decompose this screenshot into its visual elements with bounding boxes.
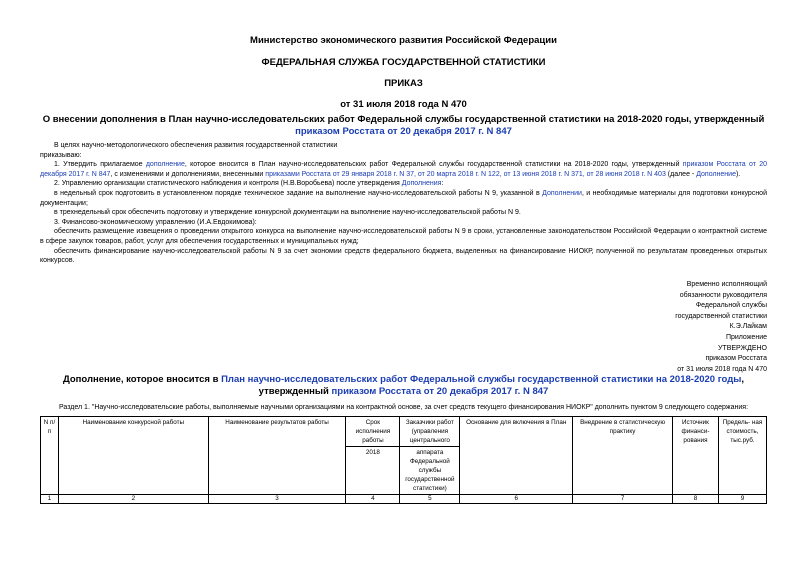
intro-order: приказываю: xyxy=(40,151,82,159)
order-date: от 31 июля 2018 года N 470 xyxy=(340,99,467,110)
header-name: Наименование конкурсной работы xyxy=(58,417,208,495)
col-number: 3 xyxy=(208,495,346,504)
signature-line: Временно исполняющий xyxy=(686,281,767,288)
link-order-847-appendix[interactable]: приказом Росстата от 20 декабря 2017 г. N 847 xyxy=(331,386,549,397)
col-number: 1 xyxy=(41,495,59,504)
appendix-title-text: , утвержденный xyxy=(258,374,745,397)
paragraph-3-1: обеспечить размещение извещения о проведении открытого конкурса на выполнение научно-исследовательской работы N 9 в сроки, установленные законодательством Российской Федерации о контрактной системе в сфере закупок товаров, работ, услуг для обеспечения государственных и муниципальных нужд; xyxy=(40,228,767,245)
title-link[interactable]: приказом Росстата от 20 декабря 2017 г. N 847 xyxy=(295,126,512,137)
col-number: 7 xyxy=(573,495,673,504)
col-number: 9 xyxy=(718,495,766,504)
appendix-label: Приложение xyxy=(725,333,767,341)
intro-line: В целях научно-методологического обеспечения развития государственной статистики xyxy=(54,142,338,149)
paragraph-2-2: в трехнедельный срок обеспечить подготовку и утверждение конкурсной документации на выполнение научно-исследовательской работы N 9. xyxy=(54,209,521,217)
signature-block xyxy=(567,280,767,375)
link-order-847[interactable]: приказом Росстата от 20 декабря 2017 г. N 847 xyxy=(40,161,768,178)
header-basis: Основание для включения в План xyxy=(460,417,573,495)
title-text: О внесении дополнения в План научно-исследовательских работ Федеральной службы государственной статистики на 2018-2020 годы, утвержденный xyxy=(42,114,765,125)
signature-line: Федеральной службы xyxy=(695,302,767,310)
header-cost: Предель- ная стоимость, тыс.руб. xyxy=(718,417,766,495)
col-number: 8 xyxy=(673,495,719,504)
approved-date: от 31 июля 2018 года N 470 xyxy=(677,365,767,373)
approved-by: приказом Росстата xyxy=(705,355,767,363)
p1-text: , которое вносится в План научно-исследовательских работ Федеральной службы государственной статистики на 2018-2020 годы, утвержденный xyxy=(184,161,683,169)
col-number: 6 xyxy=(460,495,573,504)
appendix-title-text: Дополнение, которое вносится в xyxy=(62,374,222,385)
header-implementation: Внедрение в статистическую практику xyxy=(573,417,673,495)
p1-text: (далее - xyxy=(665,170,697,178)
header-term-year: 2018 xyxy=(346,447,400,495)
table-header-row xyxy=(41,417,767,447)
link-dopolnenii[interactable]: Дополнении xyxy=(542,189,582,197)
order-title xyxy=(40,114,767,138)
link-dopolnenie-2[interactable]: Дополнение xyxy=(696,170,736,178)
signatory-name: К.Э.Лайкам xyxy=(729,323,767,331)
paragraph-3-2: обеспечить финансирование научно-исследовательской работы N 9 за счет экономии средств федерального бюджета, выделенных на финансирование НИОКР, полученной по результатам проведенных открытых конкурсов. xyxy=(40,247,767,265)
p2-1-text: в недельный срок подготовить в установленном порядке техническое задание на выполнение научно-исследовательской работы N 9, указанной в xyxy=(54,189,543,197)
p2-text: : xyxy=(441,180,444,188)
header-customer: Заказчики работ (управления центрального xyxy=(400,417,460,447)
link-dopolnenie[interactable]: дополнение xyxy=(145,161,185,169)
header-source: Источник финанси- рования xyxy=(673,417,719,495)
p1-text: 1. Утвердить прилагаемое xyxy=(54,161,146,169)
paragraph-3: 3. Финансово-экономическому управлению (И.А.Евдокимова): xyxy=(54,218,257,226)
paragraph-2 xyxy=(40,179,767,189)
link-dopolneniya[interactable]: Дополнения xyxy=(401,180,442,188)
header-num: N п/п xyxy=(41,417,59,495)
order-heading: ПРИКАЗ xyxy=(384,78,423,89)
p1-text: ). xyxy=(735,170,741,178)
signature-line: обязанности руководителя xyxy=(679,291,767,299)
appendix-title xyxy=(40,374,767,398)
order-body xyxy=(40,141,767,266)
col-number: 4 xyxy=(346,495,400,504)
header-result: Наименование результатов работы xyxy=(208,417,346,495)
p1-text: , с изменениями и дополнениями, внесенными xyxy=(110,170,266,178)
paragraph-1 xyxy=(40,160,767,179)
ministry-name: Министерство экономического развития Российской Федерации xyxy=(250,35,557,46)
section-text: Раздел 1. "Научно-исследовательские работы, выполняемые научными организациями на контрактной основе, за счет средств текущего финансирования НИОКР" дополнить пунктом 9 следующего содержания: xyxy=(58,404,749,411)
link-plan[interactable]: План научно-исследовательских работ Федеральной службы государственной статистики на 2018-2020 годы xyxy=(221,374,742,385)
p2-1-text: , и необходимые материалы для подготовки конкурсной документации; xyxy=(40,189,767,207)
approved-label: УТВЕРЖДЕНО xyxy=(717,344,767,352)
col-number: 2 xyxy=(58,495,208,504)
service-name: ФЕДЕРАЛЬНАЯ СЛУЖБА ГОСУДАРСТВЕННОЙ СТАТИСТИКИ xyxy=(261,57,546,68)
header-term: Срок исполнения работы xyxy=(346,417,400,447)
plan-table xyxy=(40,416,767,504)
table-row xyxy=(41,495,767,504)
link-amending-orders[interactable]: приказами Росстата от 29 января 2018 г. N 37, от 20 марта 2018 г. N 122, от 13 июня 2018 г. N 371, от 28 июня 2018 г. N 403 xyxy=(265,170,666,178)
paragraph-2-1 xyxy=(40,189,767,208)
signature-line: государственной статистики xyxy=(675,312,767,320)
p2-text: 2. Управлению организации статистического наблюдения и контроля (Н.В.Воробьева) после утверждения xyxy=(54,180,402,188)
header-customer-2: аппарата Федеральной службы государственной статистики) xyxy=(400,447,460,495)
col-number: 5 xyxy=(400,495,460,504)
